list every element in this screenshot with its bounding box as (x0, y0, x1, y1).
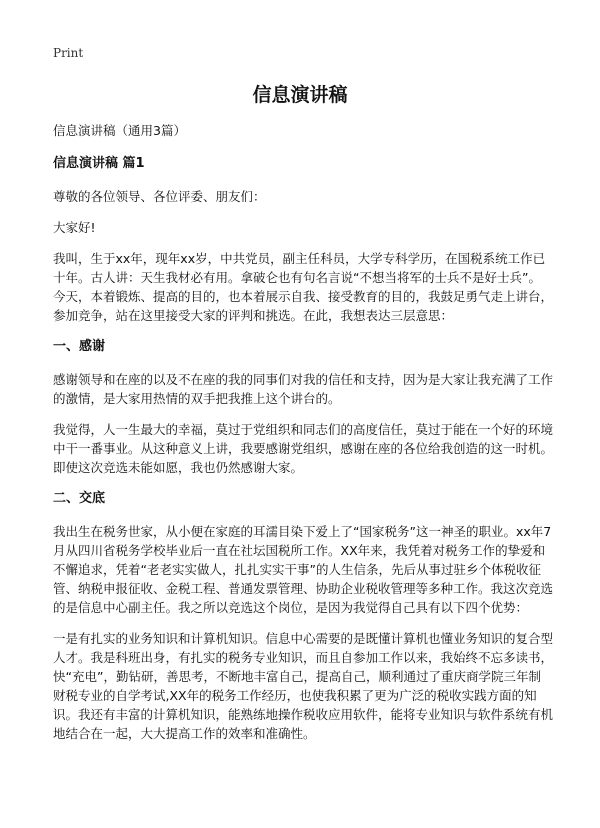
greeting: 尊敬的各位领导、各位评委、朋友们： (53, 189, 266, 204)
section-heading-background: 二、交底 (53, 491, 106, 506)
hello: 大家好! (53, 220, 96, 235)
background-paragraph-1: 我出生在税务世家，从小便在家庭的耳濡目染下爱上了“国家税务”这一神圣的职业。xx年7月从四川省税务学校毕业后一直在社坛国税所工作。XX年来，我凭着对税务工作的挚爱和不懈追求，凭着“老老实实做人，扎扎实实干事”的人生信条，先后从事过驻乡个体税收征管、纳税申报征收、金税工程、普通发票管理、协助企业税收管理等多种工作。我这次竞选的是信息中心副主任。我之所以竞选这个岗位，是因为我觉得自己具有以下四个优势： (53, 524, 554, 615)
print-link[interactable]: Print (53, 46, 84, 60)
background-paragraph-2: 一是有扎实的业务知识和计算机知识。信息中心需要的是既懂计算机也懂业务知识的复合型人才。我是科班出身，有扎实的税务专业知识，而且自参加工作以来，我始终不忘多读书，快“充电”，勤钻研，善思考，不断地丰富自己，提高自己，顺利通过了重庆商学院三年制财税专业的自学考试,XX年的税务工作经历，也使我积累了更为广泛的税收实践方面的知识。我还有丰富的计算机知识，能熟练地操作税收应用软件，能将专业知识与软件系统有机地结合在一起，大大提高工作的效率和准确性。 (53, 631, 554, 741)
article-body (53, 121, 553, 755)
intro-paragraph: 我叫，生于xx年，现年xx岁，中共党员，副主任科员，大学专科学历，在国税系统工作已十年。古人讲：天生我材必有用。拿破仑也有句名言说“不想当将军的士兵不是好士兵”。今天，本着锻炼、提高的目的，也本着展示自我、接受教育的目的，我鼓足勇气走上讲台，参加竞争，站在这里接受大家的评判和挑选。在此，我想表达三层意思： (53, 251, 554, 323)
thanks-paragraph-2: 我觉得，人一生最大的幸福，莫过于党组织和同志们的高度信任，莫过于能在一个好的环境中干一番事业。从这种意义上讲，我要感谢党组织，感谢在座的各位给我创造的这一时机。即使这次竞选未能如愿，我也仍然感谢大家。 (53, 422, 554, 475)
article-heading: 信息演讲稿 篇1 (53, 156, 145, 171)
subtitle: 信息演讲稿（通用3篇） (53, 123, 186, 138)
thanks-paragraph-1: 感谢领导和在座的以及不在座的我的同事们对我的信任和支持，因为是大家让我充满了工作的激情，是大家用热情的双手把我推上这个讲台的。 (53, 372, 554, 406)
page-title: 信息演讲稿 (252, 84, 348, 106)
section-heading-thanks: 一、感谢 (53, 339, 106, 354)
